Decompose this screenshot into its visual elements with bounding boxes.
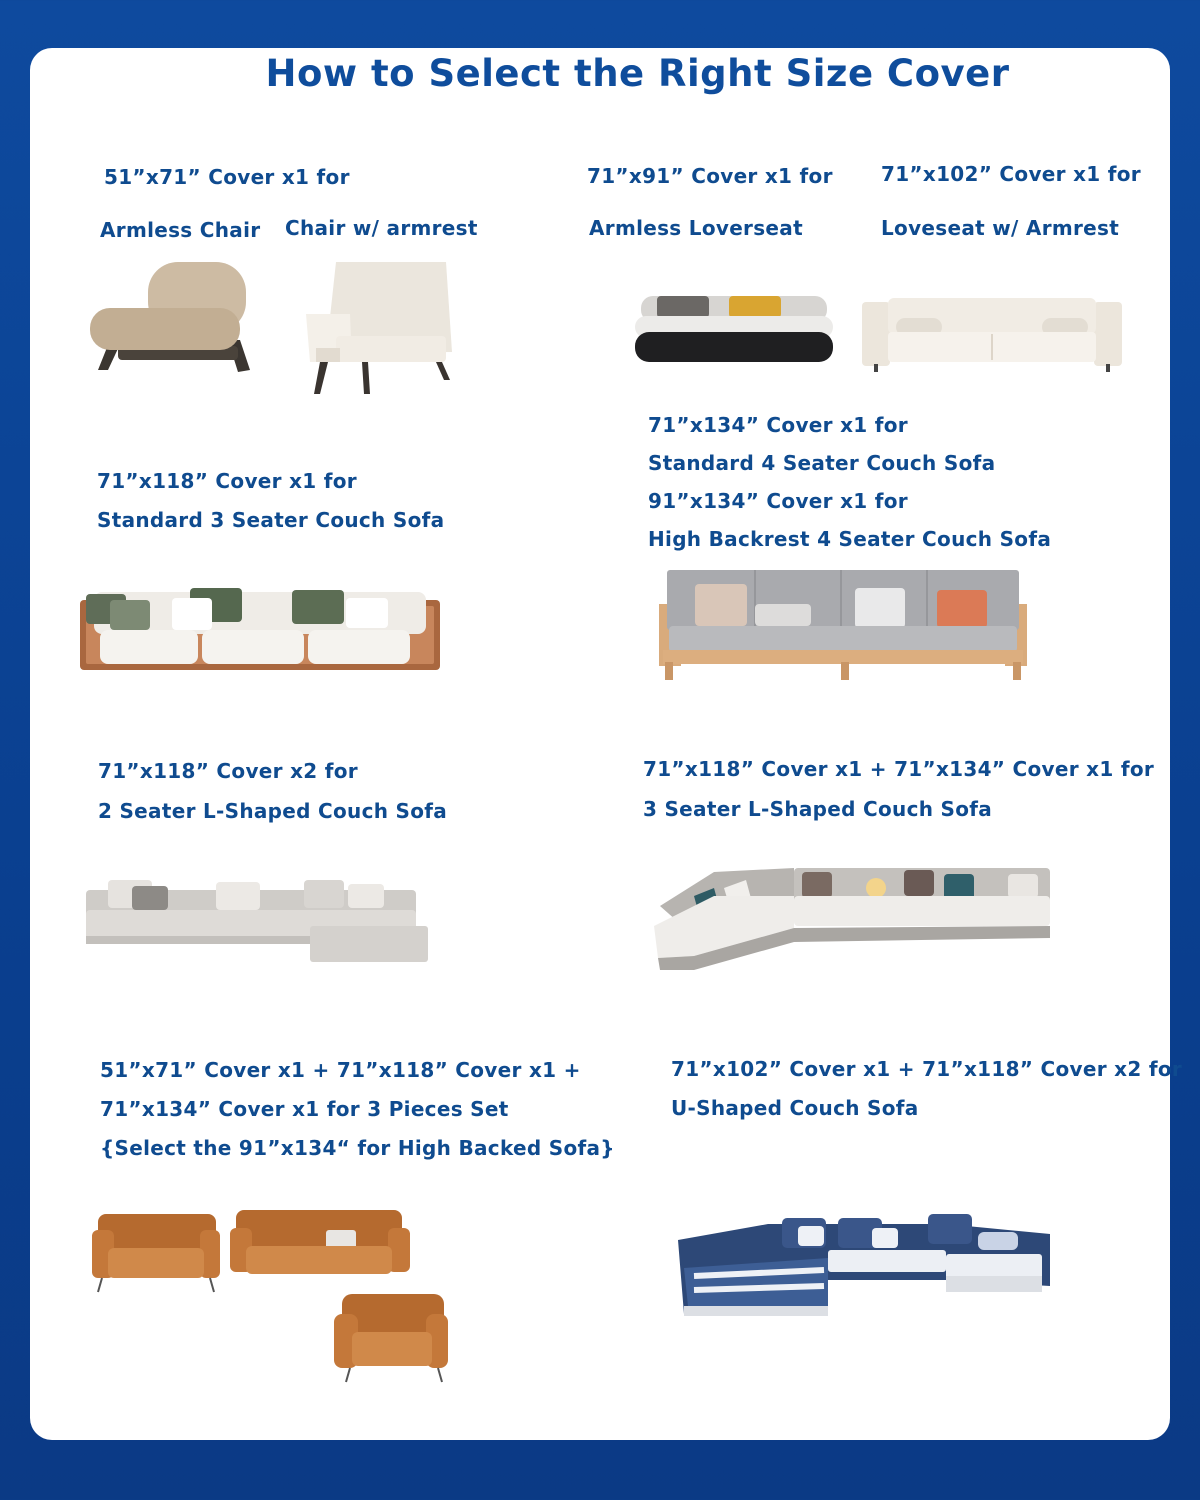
label-3seater-size: 71”x118” Cover x1 for <box>97 469 357 493</box>
u-shaped-sofa-image <box>678 1210 1060 1318</box>
label-set-note: {Select the 91”x134“ for High Backed Sofa} <box>100 1136 615 1160</box>
label-armless-chair: Armless Chair <box>100 218 261 242</box>
label-high-back-4seater: High Backrest 4 Seater Couch Sofa <box>648 527 1052 551</box>
label-loveseat-armrest-size: 71”x102” Cover x1 for <box>881 162 1141 186</box>
label-high-back-size: 91”x134” Cover x1 for <box>648 489 908 513</box>
3-piece-leather-set-image <box>90 1208 450 1384</box>
label-armless-loveseat: Armless Loverseat <box>589 216 803 240</box>
3-seater-sofa-image <box>80 586 440 672</box>
2-seater-l-sofa-image <box>86 876 428 962</box>
page-title: How to Select the Right Size Cover <box>265 52 1010 95</box>
label-3seater-l-size: 71”x118” Cover x1 + 71”x134” Cover x1 for <box>643 757 1155 781</box>
loveseat-armrest-image <box>860 296 1124 372</box>
label-loveseat-armrest: Loveseat w/ Armrest <box>881 216 1120 240</box>
3-seater-l-sofa-image <box>654 866 1052 972</box>
label-u-shape-size: 71”x102” Cover x1 + 71”x118” Cover x2 for <box>671 1057 1183 1081</box>
label-chair-size: 51”x71” Cover x1 for <box>104 165 350 189</box>
armless-chair-image <box>88 260 258 372</box>
label-3seater: Standard 3 Seater Couch Sofa <box>97 508 445 532</box>
chair-with-armrest-image <box>306 262 456 394</box>
label-set-line1: 51”x71” Cover x1 + 71”x118” Cover x1 + <box>100 1058 581 1082</box>
label-4seater: Standard 4 Seater Couch Sofa <box>648 451 996 475</box>
4-seater-sofa-image <box>655 570 1031 682</box>
label-set-line2: 71”x134” Cover x1 for 3 Pieces Set <box>100 1097 509 1121</box>
label-u-shape: U-Shaped Couch Sofa <box>671 1096 919 1120</box>
armless-loveseat-image <box>633 294 835 364</box>
label-2seater-l: 2 Seater L-Shaped Couch Sofa <box>98 799 448 823</box>
label-2seater-l-size: 71”x118” Cover x2 for <box>98 759 358 783</box>
label-3seater-l: 3 Seater L-Shaped Couch Sofa <box>643 797 993 821</box>
label-4seater-size: 71”x134” Cover x1 for <box>648 413 908 437</box>
label-armless-loveseat-size: 71”x91” Cover x1 for <box>587 164 833 188</box>
label-chair-armrest: Chair w/ armrest <box>285 216 478 240</box>
